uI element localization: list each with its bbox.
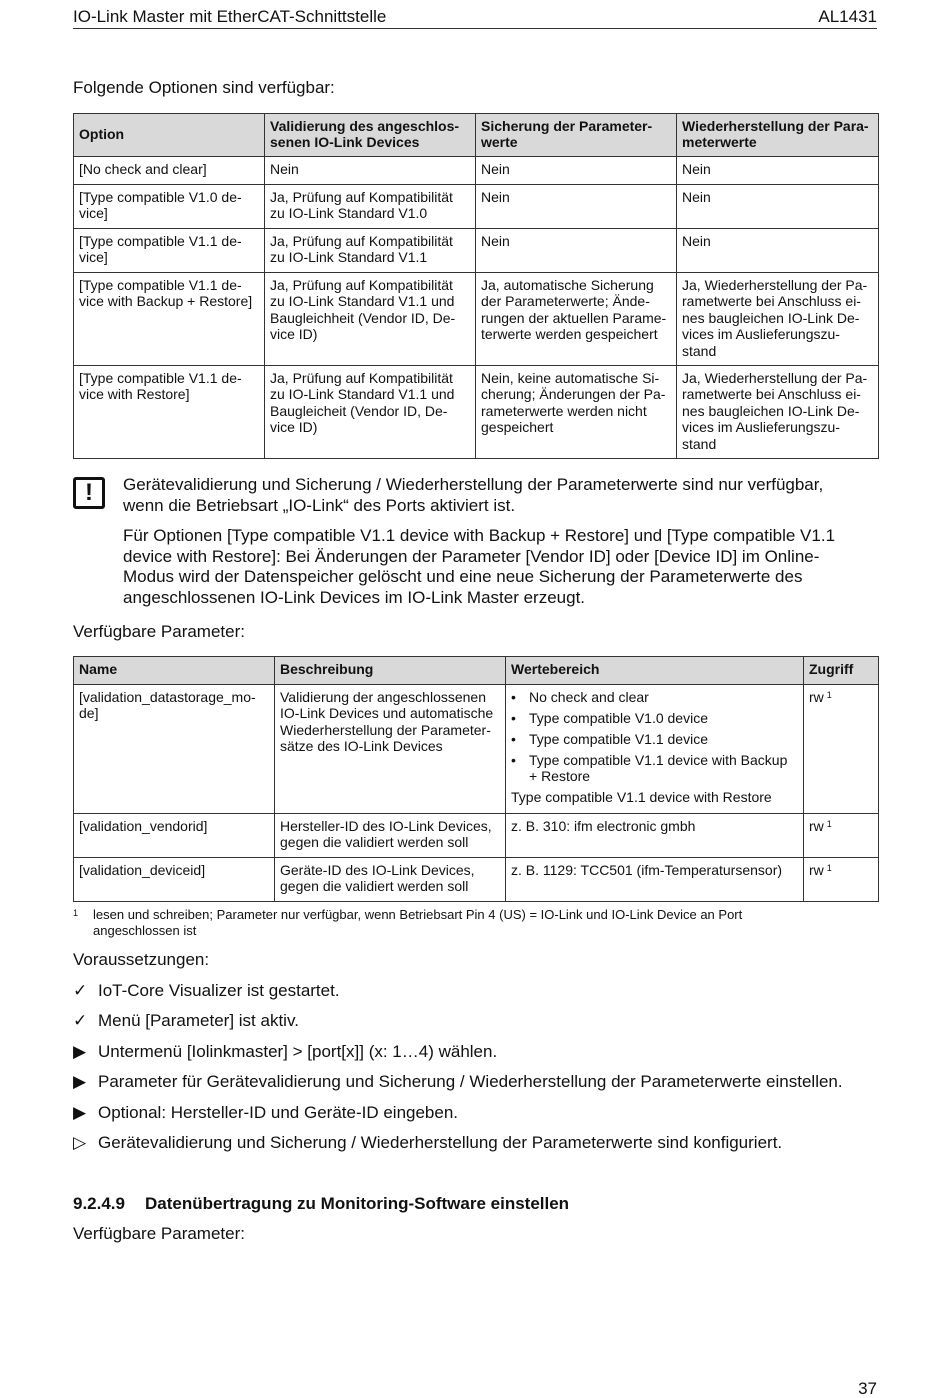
header-option: Option <box>74 114 265 157</box>
backup-cell: Nein <box>476 157 677 185</box>
option-cell: [Type compatible V1.1 de- vice] <box>74 229 265 273</box>
param-name-cell: [validation_deviceid] <box>74 858 275 902</box>
prerequisites-heading: Voraussetzungen: <box>73 950 210 969</box>
footnote-mark: 1 <box>73 908 79 918</box>
restore-cell: Nein <box>677 157 879 185</box>
header-validation: Validierung des angeschlos- senen IO-Link Devices <box>265 114 476 157</box>
checkmark-icon: ✓ <box>73 981 88 1000</box>
filled-triangle-icon: ▶ <box>73 1072 87 1091</box>
list-item: • Type compatible V1.1 device with Backup + Restore <box>511 752 798 785</box>
param-access-cell: rw $^1$ <box>804 814 879 858</box>
table-row <box>74 366 879 459</box>
filled-triangle-icon: ▶ <box>73 1042 87 1061</box>
document-number: AL1431 <box>818 7 877 26</box>
header-description: Beschreibung <box>275 657 506 685</box>
footnote-line: lesen und schreiben; Parameter nur verfügbar, wenn Betriebsart Pin 4 (US) = IO-Link und IO-Link Device an Port <box>93 907 743 922</box>
page-number: 37 <box>858 1379 877 1398</box>
validation-cell: Ja, Prüfung auf Kompatibilität zu IO-Link Standard V1.0 <box>265 185 476 229</box>
param-range-cell: z. B. 1129: TCC501 (ifm-Temperatursensor) <box>506 858 804 902</box>
section-title: Datenübertragung zu Monitoring-Software einstellen <box>145 1194 570 1213</box>
exclamation-box-icon: ! <box>73 477 105 509</box>
step-text: IoT-Core Visualizer ist gestartet. <box>98 981 340 1000</box>
section-number: 9.2.4.9 <box>73 1194 125 1213</box>
outline-triangle-icon: ▷ <box>73 1133 87 1152</box>
step-text: Parameter für Gerätevalidierung und Sicherung / Wiederherstellung der Parameterwerte einstellen. <box>98 1072 843 1091</box>
table-row <box>74 157 879 185</box>
section-heading <box>73 1194 569 1214</box>
list-item: • Type compatible V1.1 device <box>511 731 798 747</box>
option-cell: [No check and clear] <box>74 157 265 185</box>
filled-triangle-icon: ▶ <box>73 1103 87 1122</box>
params-intro: Verfügbare Parameter: <box>73 622 245 641</box>
step-text: Untermenü [Iolinkmaster] > [port[x]] (x: 1…4) wählen. <box>98 1042 498 1061</box>
footnote-ref: 1 <box>826 819 832 829</box>
option-cell: [Type compatible V1.0 de- vice] <box>74 185 265 229</box>
page-header <box>73 4 877 29</box>
step-text: Optional: Hersteller-ID und Geräte-ID eingeben. <box>98 1103 459 1122</box>
table-row <box>74 185 879 229</box>
table-row <box>74 685 879 814</box>
options-intro: Folgende Optionen sind verfügbar: <box>73 78 335 97</box>
validation-cell: Ja, Prüfung auf Kompatibilität zu IO-Link Standard V1.1 <box>265 229 476 273</box>
checkmark-icon: ✓ <box>73 1011 88 1030</box>
step-text: Gerätevalidierung und Sicherung / Wiederherstellung der Parameterwerte sind konfiguriert. <box>98 1133 783 1152</box>
param-description-cell: Geräte-ID des IO-Link Devices, gegen die validiert werden soll <box>275 858 506 902</box>
param-name-cell: [validation_vendorid] <box>74 814 275 858</box>
header-range: Wertebereich <box>506 657 804 685</box>
footnote <box>73 907 878 939</box>
restore-cell: Ja, Wiederherstellung der Pa- rametwerte bei Anschluss ei- nes baugleichen IO-Link De- vices im Auslieferungszu- stand <box>677 273 879 366</box>
footnote-line: angeschlossen ist <box>93 923 197 938</box>
params-table-header-row <box>74 657 879 685</box>
options-table <box>73 113 879 459</box>
restore-cell: Nein <box>677 229 879 273</box>
param-range-cell: z. B. 310: ifm electronic gmbh <box>506 814 804 858</box>
param-name-cell: [validation_datastorage_mo- de] <box>74 685 275 814</box>
backup-cell: Nein <box>476 229 677 273</box>
range-tail: Type compatible V1.1 device with Restore <box>511 789 772 806</box>
header-access: Zugriff <box>804 657 879 685</box>
restore-cell: Ja, Wiederherstellung der Pa- rametwerte bei Anschluss ei- nes baugleichen IO-Link De- vices im Auslieferungszu- stand <box>677 366 879 459</box>
footnote-ref: 1 <box>826 863 832 873</box>
header-restore: Wiederherstellung der Para- meterwerte <box>677 114 879 157</box>
header-name: Name <box>74 657 275 685</box>
table-row <box>74 814 879 858</box>
table-row <box>74 858 879 902</box>
header-backup: Sicherung der Parameter- werte <box>476 114 677 157</box>
table-row <box>74 273 879 366</box>
value-list <box>511 689 798 785</box>
backup-cell: Nein, keine automatische Si- cherung; Änderungen der Pa- rameterwerte werden nicht gespeichert <box>476 366 677 459</box>
param-range-cell <box>506 685 804 814</box>
params-intro-2: Verfügbare Parameter: <box>73 1224 245 1243</box>
step-text: Menü [Parameter] ist aktiv. <box>98 1011 299 1030</box>
param-access-cell: rw $^1$ <box>804 685 879 814</box>
option-cell: [Type compatible V1.1 de- vice with Restore] <box>74 366 265 459</box>
notice-text: Gerätevalidierung und Sicherung / Wiederherstellung der Parameterwerte sind nur verfügbar, wenn die Betriebsart „IO-Link“ des Ports aktiviert ist. <box>123 475 824 515</box>
notice-paragraph: Für Optionen [Type compatible V1.1 device with Backup + Restore] und [Type compatible V1.1 device with Restore]: Bei Änderungen der Parameter [Vendor ID] oder [Device ID] im Online- Modus wird der Datenspeicher gelöscht und eine neue Sicherung der Parameterwerte des angeschlossenen IO-Link Devices im IO-Link Master erzeugt. <box>123 526 836 607</box>
validation-cell: Nein <box>265 157 476 185</box>
validation-cell: Ja, Prüfung auf Kompatibilität zu IO-Link Standard V1.1 und Baugleichheit (Vendor ID, De- vice ID) <box>265 273 476 366</box>
backup-cell: Ja, automatische Sicherung der Parameterwerte; Ände- rungen der aktuellen Parame- terwerte werden gespeichert <box>476 273 677 366</box>
param-access-cell: rw $^1$ <box>804 858 879 902</box>
validation-cell: Ja, Prüfung auf Kompatibilität zu IO-Link Standard V1.1 und Baugleicheit (Vendor ID, De- vice ID) <box>265 366 476 459</box>
restore-cell: Nein <box>677 185 879 229</box>
list-item: • Type compatible V1.0 device <box>511 710 798 726</box>
parameters-table <box>73 656 879 902</box>
footnote-ref: 1 <box>826 690 832 700</box>
backup-cell: Nein <box>476 185 677 229</box>
options-table-header-row <box>74 114 879 157</box>
list-item: • No check and clear <box>511 689 798 705</box>
table-row <box>74 229 879 273</box>
option-cell: [Type compatible V1.1 de- vice with Backup + Restore] <box>74 273 265 366</box>
document-title: IO-Link Master mit EtherCAT-Schnittstelle <box>73 7 387 26</box>
param-description-cell: Hersteller-ID des IO-Link Devices, gegen die validiert werden soll <box>275 814 506 858</box>
param-description-cell: Validierung der angeschlossenen IO-Link Devices und automatische Wiederherstellung der Parameter- sätze des IO-Link Devices <box>275 685 506 814</box>
